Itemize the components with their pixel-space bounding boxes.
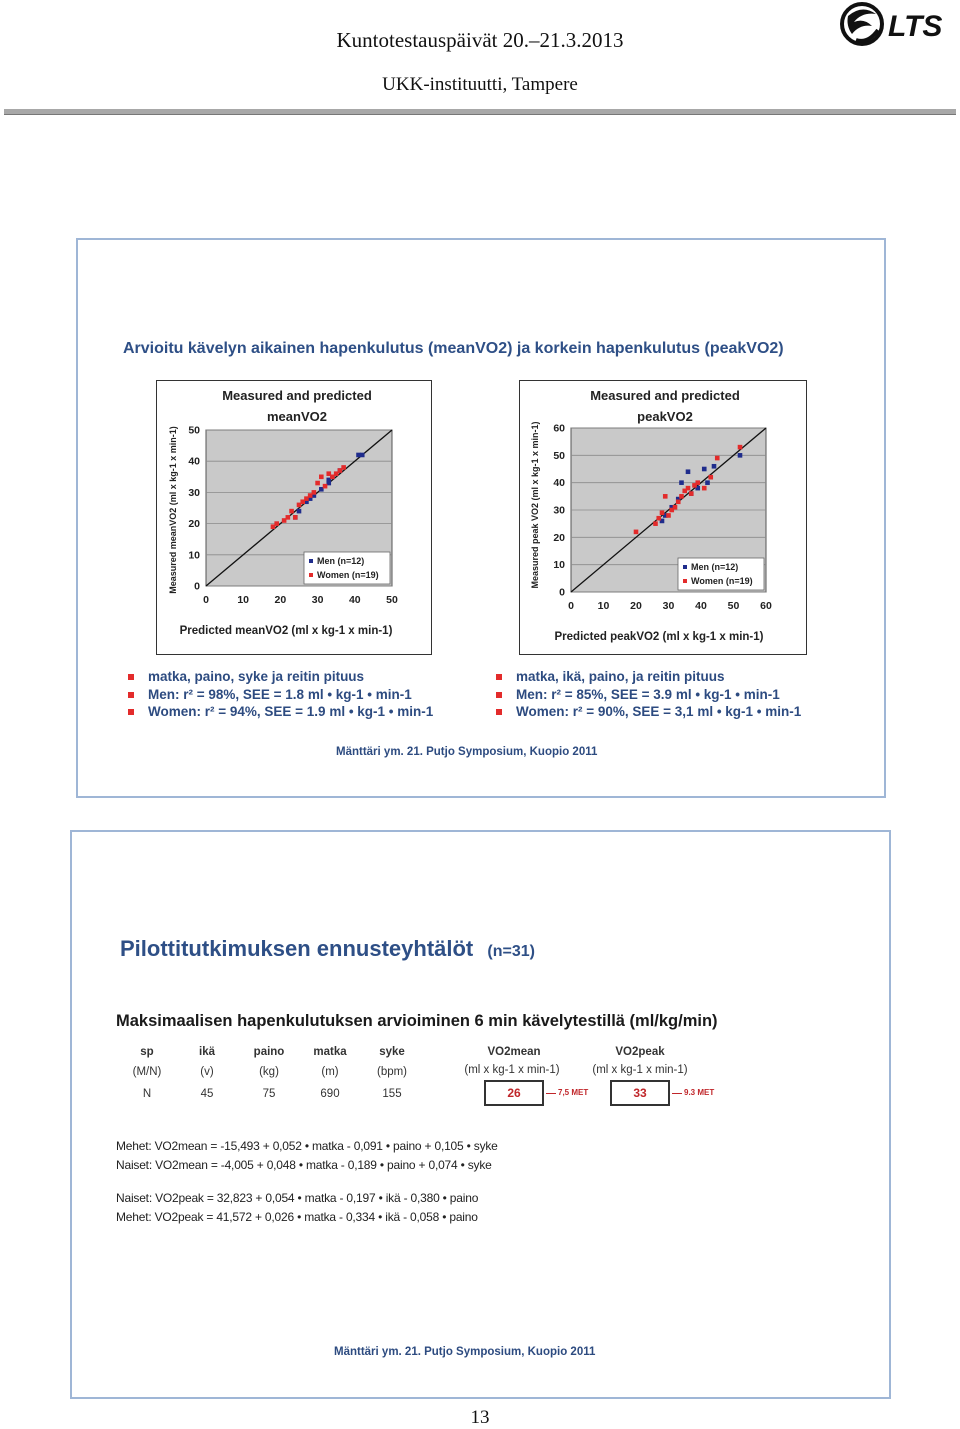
chart1-x-axis-label: Predicted meanVO2 (ml x kg-1 x min-1): [179, 625, 393, 637]
vo2mean-value-box: 26: [484, 1080, 544, 1106]
data-point: [708, 475, 713, 480]
x-tick-label: 60: [760, 600, 772, 612]
chart1-title: Measured and predicted meanVO2: [222, 388, 372, 424]
header-divider: [4, 109, 956, 115]
list-item: matka, ikä, paino, ja reitin pituus: [494, 668, 801, 686]
data-point: [297, 509, 302, 514]
header-event-title: Kuntotestauspäivät 20.–21.3.2013: [336, 28, 624, 52]
table-value-weight: 75: [262, 1088, 276, 1100]
bullet-list-meanvo2: [126, 668, 433, 721]
page-number: 13: [470, 1407, 490, 1428]
list-item: Men: r² = 98%, SEE = 1.8 ml • kg-1 • min-1: [126, 686, 433, 704]
chart2-x-axis-label: Predicted peakVO2 (ml x kg-1 x min-1): [554, 631, 764, 643]
data-point: [323, 484, 328, 489]
data-point: [686, 486, 691, 491]
y-tick-label: 30: [553, 504, 565, 517]
equation-peak-men: Mehet: VO2peak = 41,572 + 0,026 • matka - 0,334 • ikä - 0,058 • paino: [116, 1210, 478, 1224]
table-unit-age: (v): [200, 1066, 214, 1078]
table-unit-heartrate: (bpm): [376, 1066, 408, 1078]
list-item: Men: r² = 85%, SEE = 3.9 ml • kg-1 • min-1: [494, 686, 801, 704]
legend-marker: [683, 579, 687, 583]
vo2peak-value-box: 33: [610, 1080, 670, 1106]
table-header-weight: paino: [253, 1046, 285, 1058]
slide1-citation: Mänttäri ym. 21. Putjo Symposium, Kuopio 2011: [336, 746, 598, 758]
data-point: [360, 453, 365, 458]
slide2-title: [120, 936, 535, 962]
vo2mean-unit: (ml x kg-1 x min-1): [464, 1064, 560, 1076]
data-point: [274, 521, 279, 526]
table-unit-sp: (M/N): [132, 1066, 162, 1078]
vo2mean-met: 7,5 MET: [558, 1088, 589, 1097]
data-point: [689, 491, 694, 496]
list-item: Women: r² = 94%, SEE = 1.9 ml • kg-1 • min-1: [126, 703, 433, 721]
data-point: [738, 453, 743, 458]
data-point: [702, 486, 707, 491]
data-point: [663, 494, 668, 499]
table-value-heartrate: 155: [382, 1088, 402, 1100]
data-point: [653, 521, 658, 526]
equation-mean-men: Mehet: VO2mean = -15,493 + 0,052 • matka - 0,091 • paino + 0,105 • syke: [116, 1139, 498, 1153]
y-tick-label: 60: [553, 422, 565, 435]
slide1-title: Arvioitu kävelyn aikainen hapenkulutus (meanVO2) ja korkein hapenkulutus (peakVO2): [123, 340, 784, 357]
vo2peak-unit: (ml x kg-1 x min-1): [592, 1064, 688, 1076]
data-point: [705, 480, 710, 485]
x-tick-label: 30: [311, 594, 324, 606]
data-point: [634, 530, 639, 535]
slide2-subtitle: Maksimaalisen hapenkulutuksen arvioiminen 6 min kävelytestillä (ml/kg/min): [116, 1012, 718, 1030]
chart1-y-axis-label: Measured meanVO2 (ml x kg-1 x min-1): [168, 426, 178, 594]
equation-mean-women: Naiset: VO2mean = -4,005 + 0,048 • matka - 0,189 • paino + 0,074 • syke: [116, 1158, 492, 1172]
legend-marker: [309, 573, 313, 577]
lts-logo: [838, 0, 958, 50]
data-point: [695, 480, 700, 485]
vo2peak-label: VO2peak: [615, 1046, 665, 1058]
data-point: [315, 481, 320, 486]
table-header-sp: sp: [140, 1046, 154, 1058]
data-point: [738, 445, 743, 450]
y-tick-label: 0: [194, 580, 200, 593]
legend-label: Men (n=12): [691, 562, 739, 572]
data-point: [702, 467, 707, 472]
x-tick-label: 20: [274, 594, 287, 606]
x-tick-label: 20: [630, 600, 642, 612]
x-tick-label: 50: [727, 600, 740, 612]
x-tick-label: 30: [662, 600, 675, 612]
y-tick-label: 20: [553, 531, 565, 544]
chart-meanvo2: [156, 380, 432, 655]
data-point: [656, 516, 661, 521]
data-point: [676, 500, 681, 505]
table-unit-distance: (m): [321, 1066, 339, 1078]
list-item: Women: r² = 90%, SEE = 3,1 ml • kg-1 • min-1: [494, 703, 801, 721]
table-unit-weight: (kg): [259, 1066, 279, 1078]
table-value-sp: N: [142, 1088, 152, 1100]
y-tick-label: 10: [188, 549, 200, 562]
data-point: [673, 505, 678, 510]
x-tick-label: 50: [386, 594, 398, 606]
legend-marker: [309, 559, 313, 563]
list-item: matka, paino, syke ja reitin pituus: [126, 668, 433, 686]
data-point: [319, 475, 324, 480]
table-header-heartrate: syke: [379, 1046, 405, 1058]
legend-label: Women (n=19): [317, 570, 379, 580]
table-header-age: ikä: [199, 1046, 215, 1058]
x-tick-label: 40: [348, 594, 361, 606]
logo-text: LTS: [888, 10, 943, 43]
slide2-citation: Mänttäri ym. 21. Putjo Symposium, Kuopio 2011: [334, 1346, 596, 1358]
slide-prediction-equations: [70, 830, 891, 1399]
x-tick-label: 40: [695, 600, 707, 612]
data-point: [293, 515, 298, 520]
chart-peakvo2: [519, 380, 807, 655]
data-point: [712, 464, 717, 469]
y-tick-label: 40: [553, 477, 565, 490]
x-tick-label: 0: [203, 594, 209, 606]
vo2mean-label: VO2mean: [487, 1046, 541, 1058]
y-tick-label: 0: [559, 586, 565, 599]
data-point: [660, 510, 665, 515]
x-tick-label: 0: [568, 600, 574, 612]
y-tick-label: 30: [188, 486, 200, 499]
data-point: [715, 456, 720, 461]
y-tick-label: 40: [188, 455, 200, 468]
x-tick-label: 10: [237, 594, 250, 606]
legend-marker: [683, 565, 687, 569]
chart2-y-axis-label: Measured peak VO2 (ml x kg-1 x min-1): [530, 421, 540, 589]
data-point: [312, 490, 317, 495]
y-tick-label: 20: [188, 518, 200, 531]
slide-vo2-charts: [76, 238, 886, 798]
data-point: [286, 515, 291, 520]
legend-label: Women (n=19): [691, 576, 753, 586]
x-tick-label: 10: [597, 600, 610, 612]
header-venue: UKK-instituutti, Tampere: [382, 74, 578, 95]
lts-logo-mark-icon: [842, 4, 882, 44]
data-point: [341, 465, 346, 470]
equation-peak-women: Naiset: VO2peak = 32,823 + 0,054 • matka - 0,197 • ikä - 0,380 • paino: [116, 1191, 479, 1205]
data-point: [289, 509, 294, 514]
table-value-distance: 690: [320, 1088, 340, 1100]
data-point: [679, 494, 684, 499]
y-tick-label: 50: [553, 449, 565, 462]
chart2-title: Measured and predicted peakVO2: [590, 388, 740, 424]
bullet-list-peakvo2: [494, 668, 801, 721]
data-point: [679, 480, 684, 485]
data-point: [686, 469, 691, 474]
slide2-title-n: (n=31): [487, 943, 535, 960]
table-header-distance: matka: [313, 1046, 347, 1058]
y-tick-label: 10: [553, 559, 565, 572]
slide2-title-text: Pilottitutkimuksen ennusteyhtälöt: [120, 936, 474, 961]
y-tick-label: 50: [188, 424, 200, 437]
vo2peak-met: 9.3 MET: [684, 1088, 715, 1097]
data-point: [666, 513, 671, 518]
legend-label: Men (n=12): [317, 556, 365, 566]
table-value-age: 45: [200, 1088, 214, 1100]
